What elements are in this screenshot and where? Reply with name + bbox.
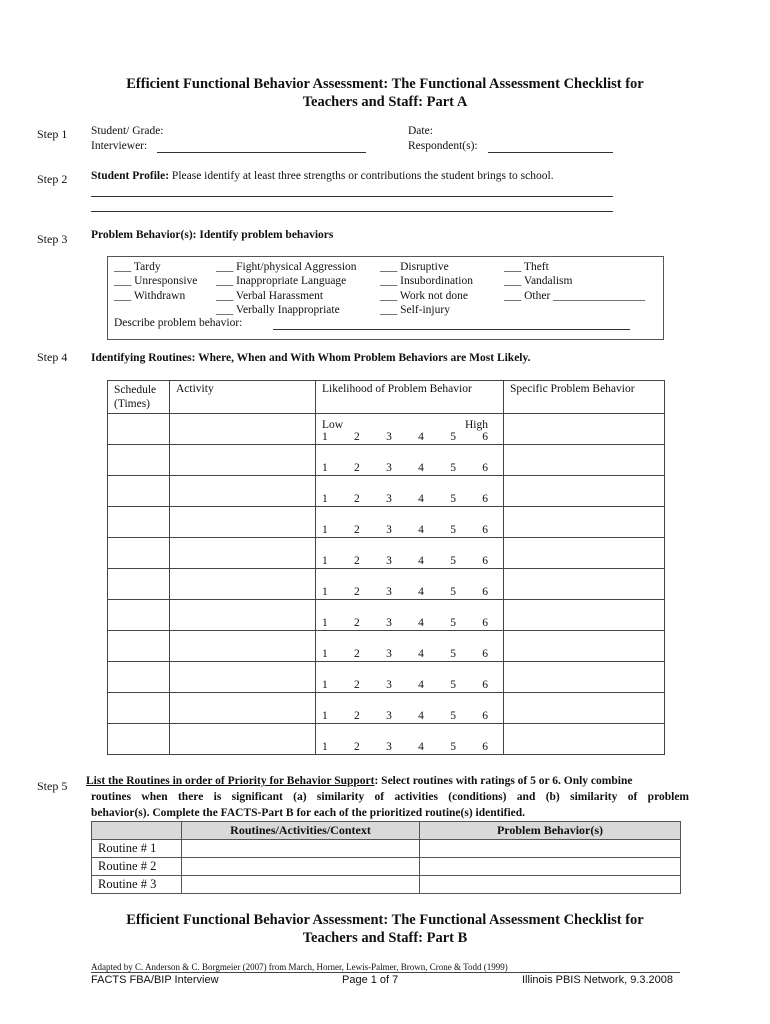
activity-cell[interactable] [170, 445, 316, 476]
likelihood-cell [316, 445, 504, 476]
likelihood-scale [322, 524, 488, 537]
rating-1[interactable]: 1 [322, 586, 328, 598]
describe-behavior-field[interactable] [273, 329, 630, 330]
likelihood-cell [316, 507, 504, 538]
activity-cell[interactable] [170, 569, 316, 600]
date-label: Date: [408, 125, 433, 137]
routine-context-cell[interactable] [182, 840, 420, 858]
activity-cell[interactable] [170, 631, 316, 662]
rating-6[interactable]: 6 [482, 524, 488, 536]
table-row [92, 858, 681, 876]
behavior-col-2 [216, 260, 357, 317]
strengths-field-1[interactable] [91, 196, 613, 197]
specific-behavior-cell[interactable] [504, 724, 665, 755]
rating-1[interactable]: 1 [322, 431, 328, 443]
schedule-cell[interactable] [108, 476, 170, 507]
strengths-field-2[interactable] [91, 211, 613, 212]
checkbox-verbally-inappropriate[interactable]: ___ Verbally Inappropriate [216, 303, 340, 316]
rating-6[interactable]: 6 [482, 462, 488, 474]
table-row [108, 724, 665, 755]
rating-2[interactable]: 2 [354, 493, 360, 505]
likelihood-scale [322, 555, 488, 568]
checkbox-fight-aggression[interactable]: ___ Fight/physical Aggression [216, 261, 357, 273]
activity-cell[interactable] [170, 538, 316, 569]
rating-5[interactable]: 5 [450, 710, 456, 722]
low-high-labels [322, 419, 488, 431]
likelihood-scale [322, 493, 488, 506]
rating-3[interactable]: 3 [386, 586, 392, 598]
activity-cell[interactable] [170, 693, 316, 724]
footer-right: Illinois PBIS Network, 9.3.2008 [522, 974, 674, 986]
routine-context-cell[interactable] [182, 876, 420, 894]
step5-label: Step 5 [37, 779, 68, 793]
rating-2[interactable]: 2 [354, 431, 360, 443]
specific-behavior-cell[interactable] [504, 600, 665, 631]
likelihood-scale [322, 679, 488, 692]
rating-1[interactable]: 1 [322, 679, 328, 691]
checkbox-tardy[interactable]: ___ Tardy [114, 261, 161, 273]
step5-line1 [86, 775, 632, 787]
rating-5[interactable]: 5 [450, 586, 456, 598]
activity-cell[interactable] [170, 414, 316, 445]
likelihood-cell [316, 662, 504, 693]
table-row [108, 693, 665, 724]
likelihood-cell [316, 414, 504, 445]
table-row [108, 476, 665, 507]
rating-5[interactable]: 5 [450, 462, 456, 474]
schedule-cell[interactable] [108, 724, 170, 755]
rating-3[interactable]: 3 [386, 524, 392, 536]
table-row [108, 414, 665, 445]
header-likelihood: Likelihood of Problem Behavior [316, 381, 504, 414]
low-label: Low [322, 419, 344, 431]
rating-6[interactable]: 6 [482, 617, 488, 629]
part-b-title-line2: Teachers and Staff: Part B [302, 930, 468, 946]
behavior-col-1 [114, 260, 197, 303]
part-a-title-line1: Efficient Functional Behavior Assessment: The Functional Assessment Checklist for [126, 76, 644, 92]
step5-line2: routines when there is significant (a) similarity of activities (conditions) and (b) similarity of problem [91, 791, 689, 803]
header-problem-behaviors: Problem Behavior(s) [420, 822, 681, 840]
routine-context-cell[interactable] [182, 858, 420, 876]
specific-behavior-cell[interactable] [504, 445, 665, 476]
schedule-cell[interactable] [108, 414, 170, 445]
checkbox-unresponsive[interactable]: ___ Unresponsive [114, 275, 198, 288]
schedule-cell[interactable] [108, 507, 170, 538]
activity-cell[interactable] [170, 476, 316, 507]
routine-behavior-cell[interactable] [420, 858, 681, 876]
likelihood-scale [322, 741, 488, 754]
checkbox-self-injury[interactable]: ___ Self-injury [380, 303, 450, 316]
routine-label: Routine # 3 [92, 876, 182, 894]
routine-behavior-cell[interactable] [420, 876, 681, 894]
priority-header-row [92, 822, 681, 840]
interviewer-field[interactable] [157, 152, 366, 153]
step5-underlined-heading: List the Routines in order of Priority for Behavior Support [86, 775, 375, 787]
table-row [108, 569, 665, 600]
rating-4[interactable]: 4 [418, 462, 424, 474]
behavior-col-4 [504, 260, 645, 303]
rating-4[interactable]: 4 [418, 555, 424, 567]
likelihood-scale [322, 617, 488, 630]
table-row [108, 662, 665, 693]
schedule-cell[interactable] [108, 538, 170, 569]
routine-label: Routine # 1 [92, 840, 182, 858]
header-schedule: Schedule (Times) [108, 381, 170, 414]
rating-6[interactable]: 6 [482, 679, 488, 691]
table-row [92, 876, 681, 894]
rating-2[interactable]: 2 [354, 648, 360, 660]
part-b-title [60, 911, 710, 947]
step2-label: Step 2 [37, 172, 68, 186]
specific-behavior-cell[interactable] [504, 507, 665, 538]
step4-label: Step 4 [37, 350, 68, 364]
specific-behavior-cell[interactable] [504, 662, 665, 693]
checkbox-theft[interactable]: ___ Theft [504, 261, 549, 273]
table-row [92, 840, 681, 858]
likelihood-scale [322, 586, 488, 599]
likelihood-cell [316, 631, 504, 662]
rating-6[interactable]: 6 [482, 586, 488, 598]
likelihood-scale [322, 710, 488, 723]
rating-4[interactable]: 4 [418, 431, 424, 443]
specific-behavior-cell[interactable] [504, 631, 665, 662]
footer-page-number: Page 1 of 7 [342, 974, 399, 986]
rating-2[interactable]: 2 [354, 462, 360, 474]
rating-3[interactable]: 3 [386, 555, 392, 567]
checkbox-insubordination[interactable]: ___ Insubordination [380, 275, 473, 288]
step3-label: Step 3 [37, 232, 68, 246]
rating-2[interactable]: 2 [354, 617, 360, 629]
table-header-row [108, 381, 665, 414]
rating-2[interactable]: 2 [354, 555, 360, 567]
rating-4[interactable]: 4 [418, 586, 424, 598]
rating-5[interactable]: 5 [450, 741, 456, 753]
behavior-col-3 [380, 260, 473, 317]
rating-3[interactable]: 3 [386, 493, 392, 505]
specific-behavior-cell[interactable] [504, 693, 665, 724]
student-profile-heading: Student Profile: [91, 170, 170, 182]
header-activity: Activity [170, 381, 316, 414]
rating-6[interactable]: 6 [482, 710, 488, 722]
rating-5[interactable]: 5 [450, 524, 456, 536]
specific-behavior-cell[interactable] [504, 414, 665, 445]
schedule-cell[interactable] [108, 693, 170, 724]
footer-credit: Adapted by C. Anderson & C. Borgmeier (2007) from March, Horner, Lewis-Palmer, Brown, Crone & Todd (1999) [91, 962, 508, 972]
respondents-label: Respondent(s): [408, 140, 478, 152]
activity-cell[interactable] [170, 507, 316, 538]
rating-1[interactable]: 1 [322, 741, 328, 753]
header-routines-context: Routines/Activities/Context [182, 822, 420, 840]
rating-3[interactable]: 3 [386, 679, 392, 691]
table-row [108, 538, 665, 569]
checkbox-vandalism[interactable]: ___ Vandalism [504, 275, 573, 288]
rating-3[interactable]: 3 [386, 462, 392, 474]
schedule-cell[interactable] [108, 600, 170, 631]
rating-4[interactable]: 4 [418, 741, 424, 753]
routine-label: Routine # 2 [92, 858, 182, 876]
rating-1[interactable]: 1 [322, 648, 328, 660]
activity-cell[interactable] [170, 724, 316, 755]
rating-6[interactable]: 6 [482, 493, 488, 505]
rating-1[interactable]: 1 [322, 710, 328, 722]
describe-behavior-label: Describe problem behavior: [114, 317, 243, 329]
rating-1[interactable]: 1 [322, 493, 328, 505]
rating-4[interactable]: 4 [418, 524, 424, 536]
table-row [108, 507, 665, 538]
rating-4[interactable]: 4 [418, 679, 424, 691]
rating-3[interactable]: 3 [386, 431, 392, 443]
likelihood-scale [322, 462, 488, 475]
rating-6[interactable]: 6 [482, 648, 488, 660]
likelihood-cell [316, 600, 504, 631]
activity-cell[interactable] [170, 600, 316, 631]
rating-4[interactable]: 4 [418, 617, 424, 629]
schedule-cell[interactable] [108, 445, 170, 476]
rating-2[interactable]: 2 [354, 710, 360, 722]
likelihood-cell [316, 569, 504, 600]
rating-4[interactable]: 4 [418, 493, 424, 505]
rating-1[interactable]: 1 [322, 555, 328, 567]
checkbox-work-not-done[interactable]: ___ Work not done [380, 289, 468, 302]
rating-2[interactable]: 2 [354, 679, 360, 691]
part-a-title-line2: Teachers and Staff: Part A [302, 94, 468, 110]
student-profile-text: Please identify at least three strengths or contributions the student brings to school. [171, 170, 554, 182]
rating-5[interactable]: 5 [450, 648, 456, 660]
rating-2[interactable]: 2 [354, 741, 360, 753]
step5-text1: : Select routines with ratings of 5 or 6. Only combine [374, 775, 633, 787]
schedule-cell[interactable] [108, 631, 170, 662]
activity-cell[interactable] [170, 662, 316, 693]
priority-routines-table [91, 821, 681, 894]
specific-behavior-cell[interactable] [504, 476, 665, 507]
respondents-field[interactable] [488, 152, 613, 153]
rating-6[interactable]: 6 [482, 431, 488, 443]
routines-table [107, 380, 665, 755]
likelihood-scale [322, 648, 488, 661]
rating-5[interactable]: 5 [450, 431, 456, 443]
rating-5[interactable]: 5 [450, 679, 456, 691]
schedule-cell[interactable] [108, 569, 170, 600]
checkbox-disruptive[interactable]: ___ Disruptive [380, 261, 449, 273]
student-profile-prompt [91, 170, 554, 182]
problem-behavior-checklist [107, 256, 664, 340]
table-row [108, 631, 665, 662]
step5-line3: behavior(s). Complete the FACTS-Part B for each of the prioritized routine(s) identified. [91, 807, 526, 819]
rating-1[interactable]: 1 [322, 462, 328, 474]
table-row [108, 600, 665, 631]
checkbox-inappropriate-language[interactable]: ___ Inappropriate Language [216, 275, 347, 288]
likelihood-cell [316, 538, 504, 569]
specific-behavior-cell[interactable] [504, 569, 665, 600]
rating-6[interactable]: 6 [482, 555, 488, 567]
part-b-title-line1: Efficient Functional Behavior Assessment: The Functional Assessment Checklist for [126, 912, 644, 928]
rating-5[interactable]: 5 [450, 555, 456, 567]
high-label: High [465, 419, 488, 431]
footer-left: FACTS FBA/BIP Interview [91, 974, 219, 986]
rating-5[interactable]: 5 [450, 617, 456, 629]
table-row [108, 445, 665, 476]
rating-1[interactable]: 1 [322, 617, 328, 629]
rating-2[interactable]: 2 [354, 524, 360, 536]
rating-3[interactable]: 3 [386, 648, 392, 660]
rating-2[interactable]: 2 [354, 586, 360, 598]
likelihood-cell [316, 693, 504, 724]
rating-3[interactable]: 3 [386, 617, 392, 629]
likelihood-cell [316, 724, 504, 755]
student-grade-label: Student/ Grade: [91, 125, 164, 137]
rating-4[interactable]: 4 [418, 648, 424, 660]
problem-behaviors-heading: Problem Behavior(s): Identify problem behaviors [91, 229, 334, 241]
rating-4[interactable]: 4 [418, 710, 424, 722]
schedule-cell[interactable] [108, 662, 170, 693]
rating-5[interactable]: 5 [450, 493, 456, 505]
footer-divider [91, 972, 680, 973]
routine-behavior-cell[interactable] [420, 840, 681, 858]
checkbox-other[interactable]: ___ Other ________________ [504, 289, 646, 302]
header-specific-behavior: Specific Problem Behavior [504, 381, 665, 414]
rating-1[interactable]: 1 [322, 524, 328, 536]
likelihood-scale [322, 431, 488, 444]
specific-behavior-cell[interactable] [504, 538, 665, 569]
interviewer-label: Interviewer: [91, 140, 148, 152]
rating-3[interactable]: 3 [386, 741, 392, 753]
header-blank [92, 822, 182, 840]
likelihood-cell [316, 476, 504, 507]
step1-label: Step 1 [37, 127, 68, 141]
part-a-title [60, 75, 710, 111]
routines-heading: Identifying Routines: Where, When and With Whom Problem Behaviors are Most Likely. [91, 352, 531, 364]
checkbox-withdrawn[interactable]: ___ Withdrawn [114, 289, 186, 302]
rating-3[interactable]: 3 [386, 710, 392, 722]
rating-6[interactable]: 6 [482, 741, 488, 753]
checkbox-verbal-harassment[interactable]: ___ Verbal Harassment [216, 289, 324, 302]
